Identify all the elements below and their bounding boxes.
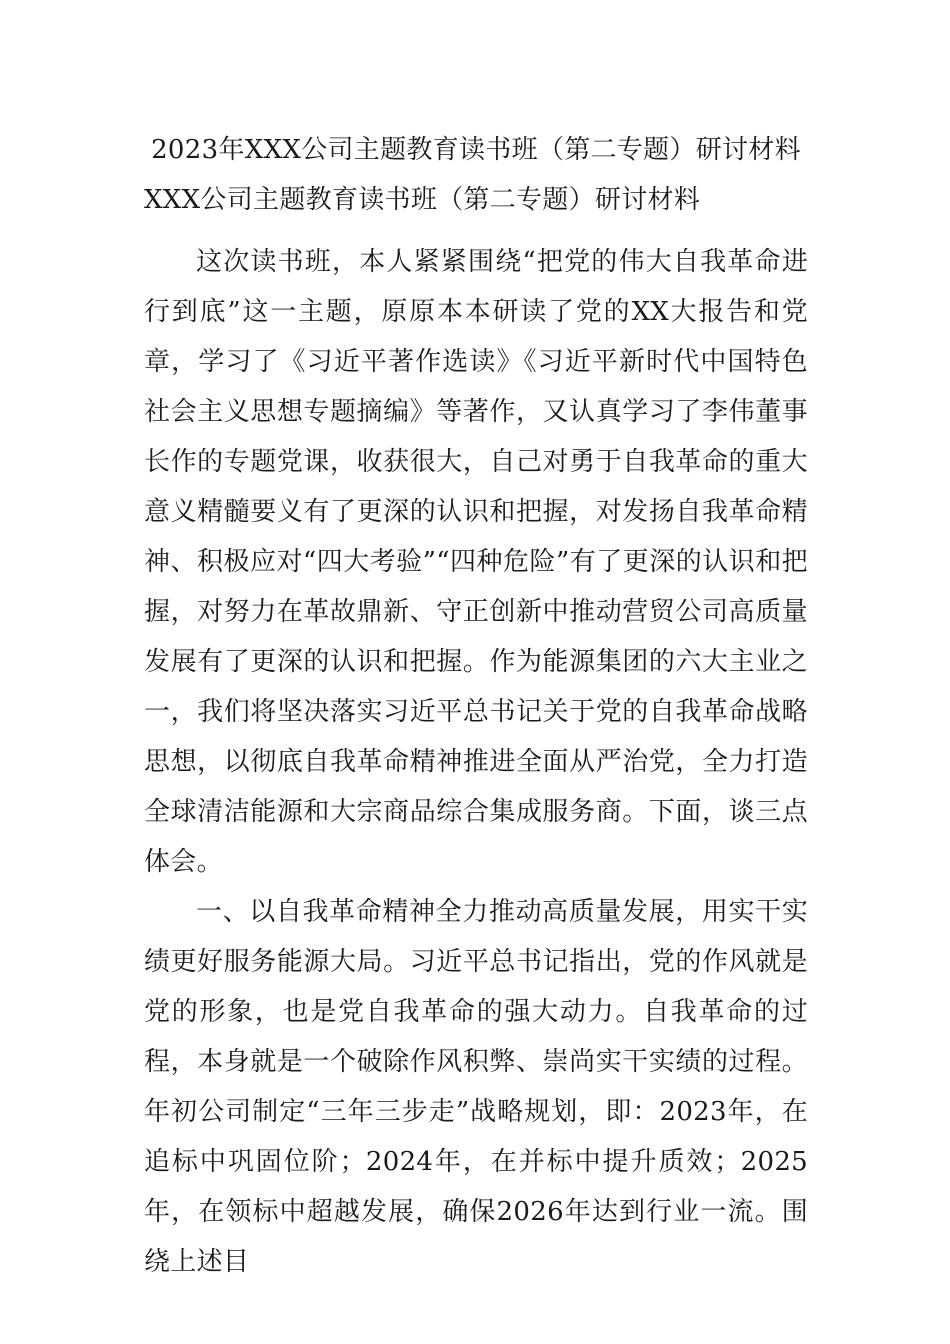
document-subtitle: XXX公司主题教育读书班（第二专题）研讨材料 bbox=[144, 185, 701, 215]
document-title: 2023年XXX公司主题教育读书班（第二专题）研讨材料 bbox=[151, 135, 801, 165]
document-body bbox=[144, 133, 808, 1287]
paragraph-intro: 这次读书班，本人紧紧围绕“把党的伟大自我革命进行到底”这一主题，原原本本研读了党的XX大报告和党章，学习了《习近平著作选读》《习近平新时代中国特色社会主义思想专题摘编》等著作，又认真学习了李伟董事长作的专题党课，收获很大，自己对勇于自我革命的重大意义精髓要义有了更深的认识和把握，对发扬自我革命精神、积极应对“四大考验”“四种危险”有了更深的认识和把握，对努力在革故鼎新、守正创新中推动营贸公司高质量发展有了更深的认识和把握。作为能源集团的六大主业之一，我们将坚决落实习近平总书记关于党的自我革命战略思想，以彻底自我革命精神推进全面从严治党，全力打造全球清洁能源和大宗商品综合集成服务商。下面，谈三点体会。 bbox=[144, 247, 808, 877]
paragraph-point-one: 一、以自我革命精神全力推动高质量发展，用实干实绩更好服务能源大局。习近平总书记指出，党的作风就是党的形象，也是党自我革命的强大动力。自我革命的过程，本身就是一个破除作风积弊、崇尚实干实绩的过程。年初公司制定“三年三步走”战略规划，即：2023年，在追标中巩固位阶；2024年，在并标中提升质效；2025年，在领标中超越发展，确保2026年达到行业一流。围绕上述目 bbox=[144, 897, 808, 1277]
